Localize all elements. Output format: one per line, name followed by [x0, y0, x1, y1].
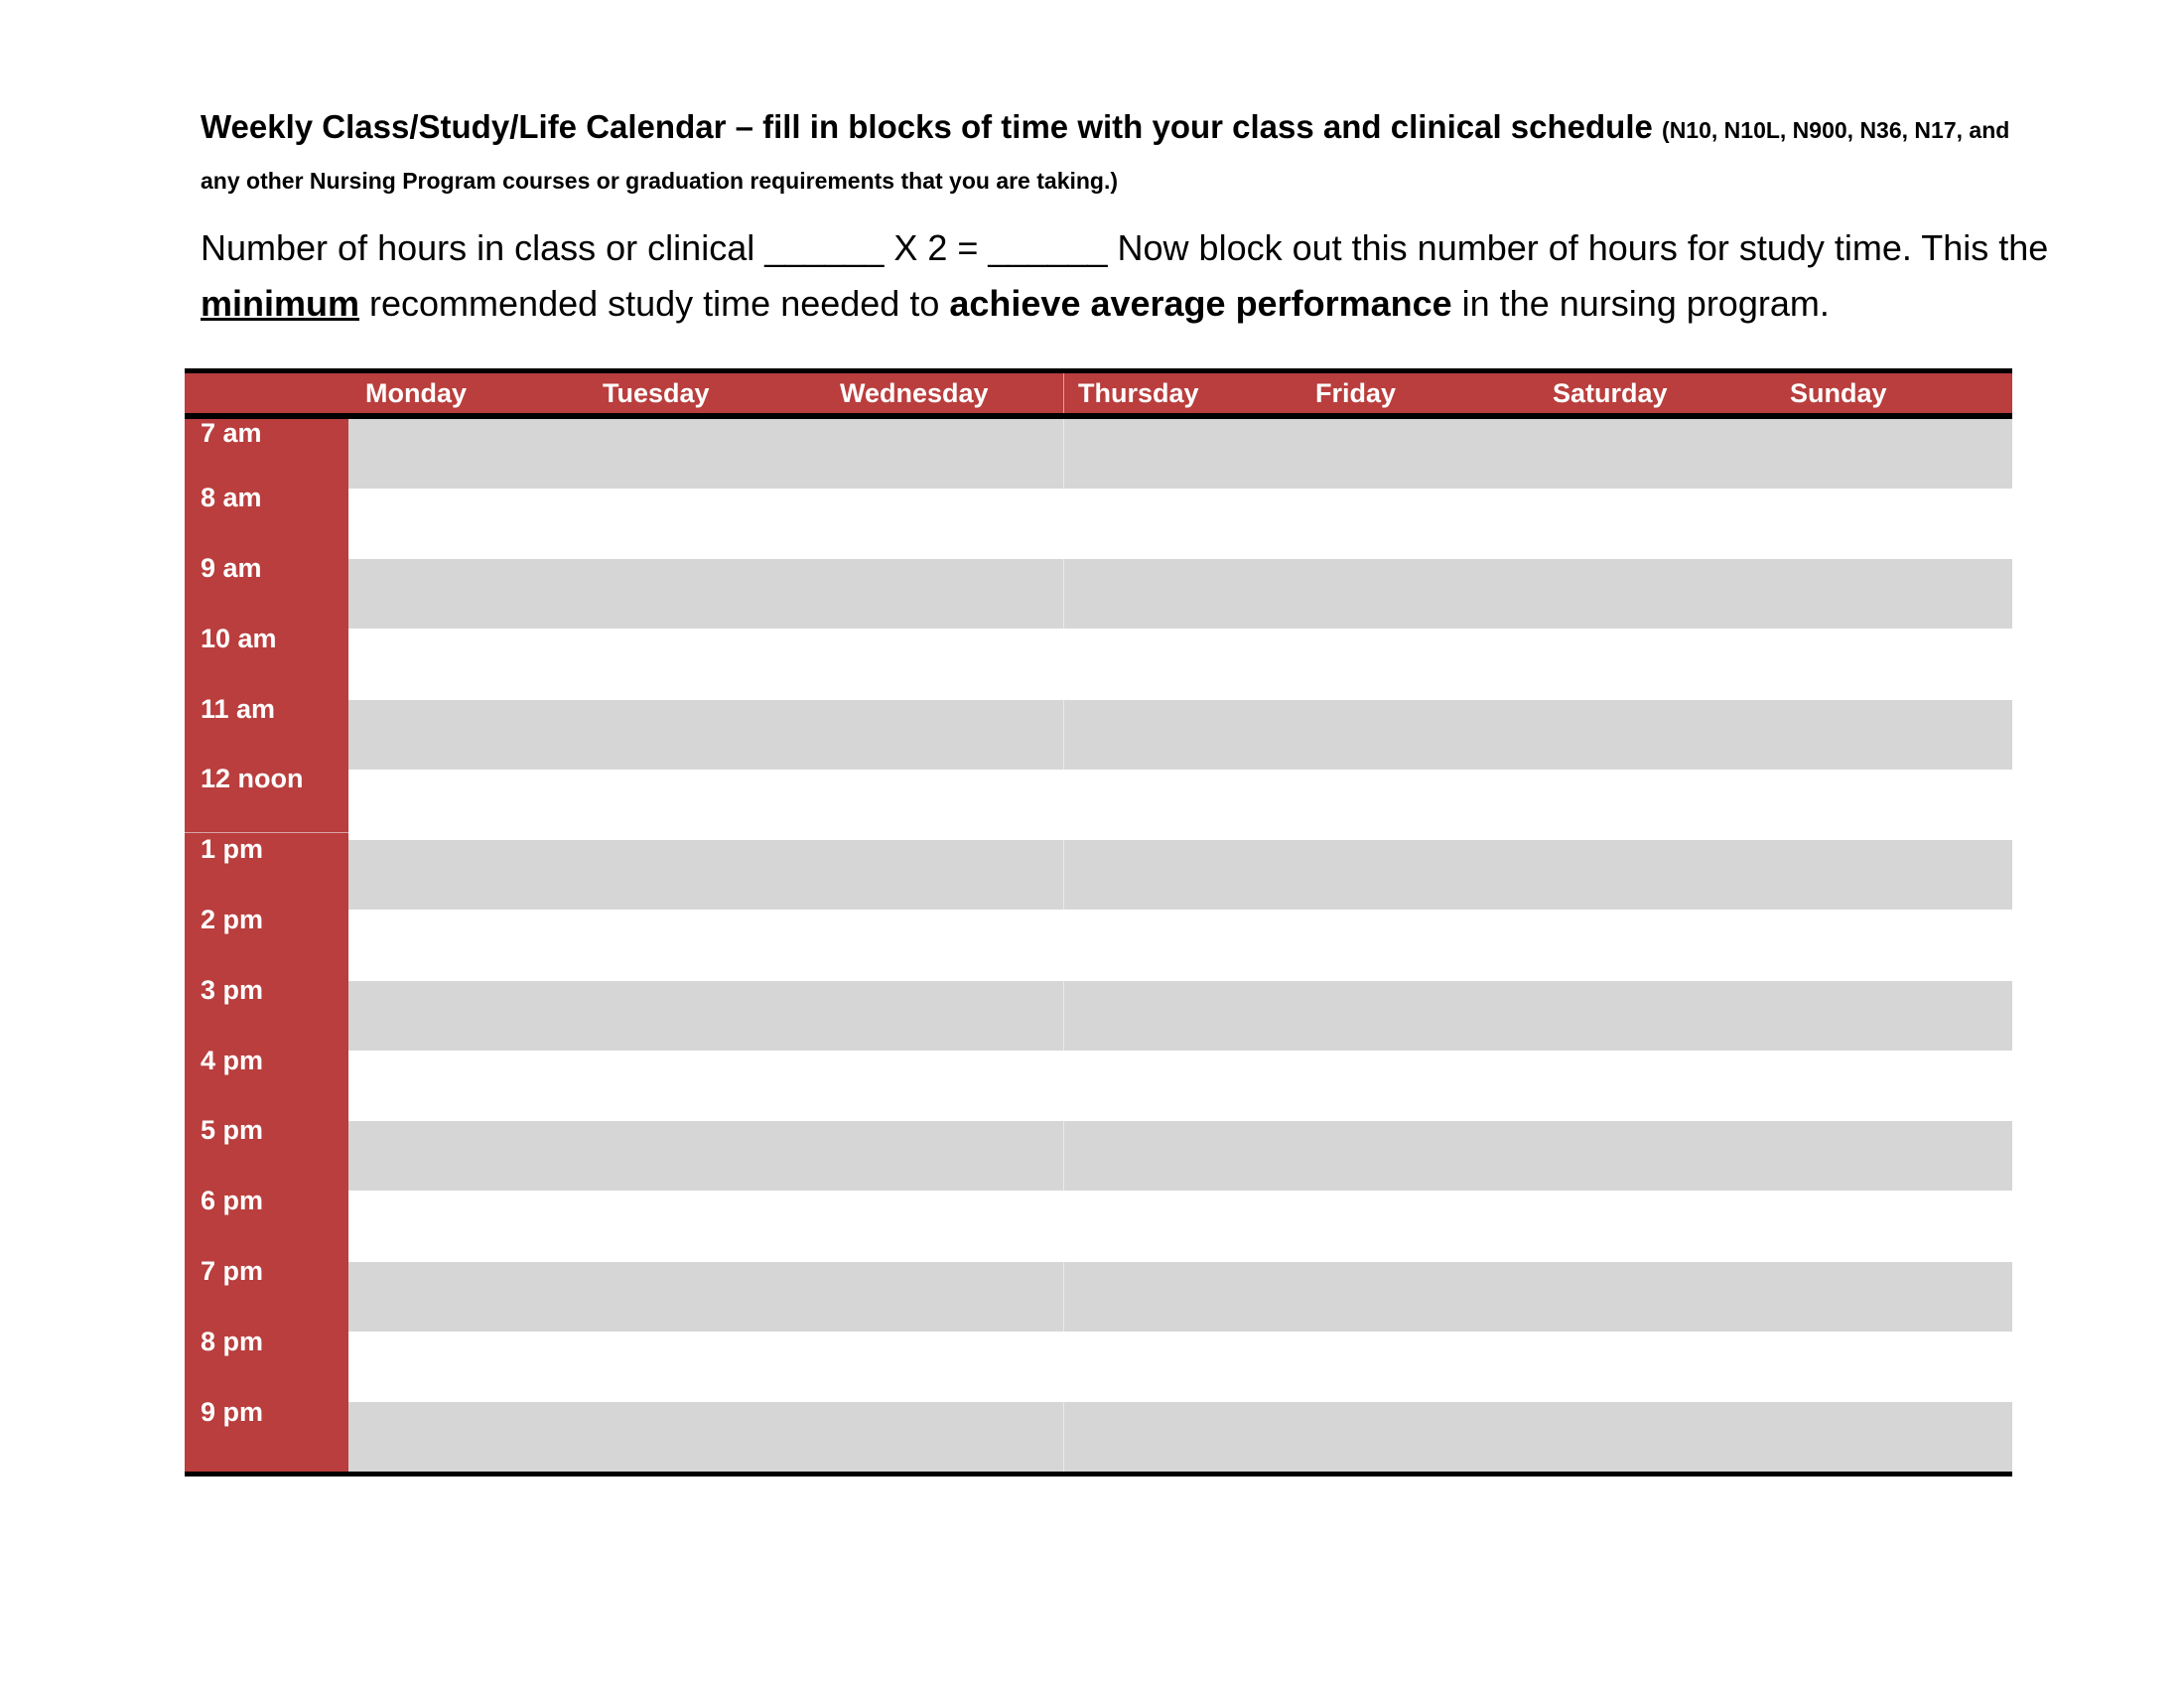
time-1pm: 1 pm — [201, 834, 264, 864]
time-row-band[interactable] — [348, 840, 2012, 910]
title-main: Weekly Class/Study/Life Calendar – fill in blocks of time with your class and clinical schedule — [201, 108, 1653, 145]
hours-text-3: in the nursing program. — [1451, 283, 1830, 324]
time-8am: 8 am — [201, 483, 262, 512]
time-12noon: 12 noon — [201, 764, 304, 793]
time-row-band[interactable] — [348, 981, 2012, 1051]
time-4pm: 4 pm — [201, 1046, 264, 1075]
time-5pm: 5 pm — [201, 1115, 264, 1145]
day-tuesday: Tuesday — [603, 378, 710, 408]
weekly-calendar — [185, 368, 2012, 1477]
time-9pm: 9 pm — [201, 1397, 264, 1427]
time-row-band[interactable] — [348, 1121, 2012, 1191]
day-thursday: Thursday — [1078, 378, 1199, 408]
time-row-band[interactable] — [348, 559, 2012, 629]
time-column — [185, 419, 348, 1472]
day-wednesday: Wednesday — [840, 378, 989, 408]
time-2pm: 2 pm — [201, 905, 264, 934]
time-row-band[interactable] — [348, 419, 2012, 489]
time-row-band[interactable] — [348, 1262, 2012, 1332]
time-7am: 7 am — [201, 418, 262, 448]
hours-text-1: Number of hours in class or clinical ______ X 2 = ______ Now block out this number of hours for study time. This the — [201, 227, 2049, 268]
time-7pm: 7 pm — [201, 1256, 264, 1286]
time-10am: 10 am — [201, 624, 277, 653]
day-sunday: Sunday — [1790, 378, 1887, 408]
time-8pm: 8 pm — [201, 1327, 264, 1356]
time-row-band[interactable] — [348, 700, 2012, 770]
page-title — [201, 103, 2017, 205]
time-row-band[interactable] — [348, 1402, 2012, 1472]
time-3pm: 3 pm — [201, 975, 264, 1005]
title-courses-note: (N10, N10L, N900, N36, N17, and any other Nursing Program courses or graduation requirements that you are taking.) — [201, 117, 2010, 194]
day-monday: Monday — [365, 378, 468, 408]
header-divider — [1063, 373, 1064, 413]
hours-text-2: recommended study time needed to — [359, 283, 950, 324]
achieve-emphasis: achieve average performance — [949, 283, 1452, 324]
time-9am: 9 am — [201, 553, 262, 583]
calendar-header — [185, 373, 2012, 419]
day-saturday: Saturday — [1553, 378, 1668, 408]
day-friday: Friday — [1315, 378, 1397, 408]
minimum-emphasis: minimum — [201, 283, 360, 324]
time-11am: 11 am — [201, 694, 276, 724]
study-hours-instruction — [201, 220, 2067, 332]
time-6pm: 6 pm — [201, 1186, 264, 1215]
